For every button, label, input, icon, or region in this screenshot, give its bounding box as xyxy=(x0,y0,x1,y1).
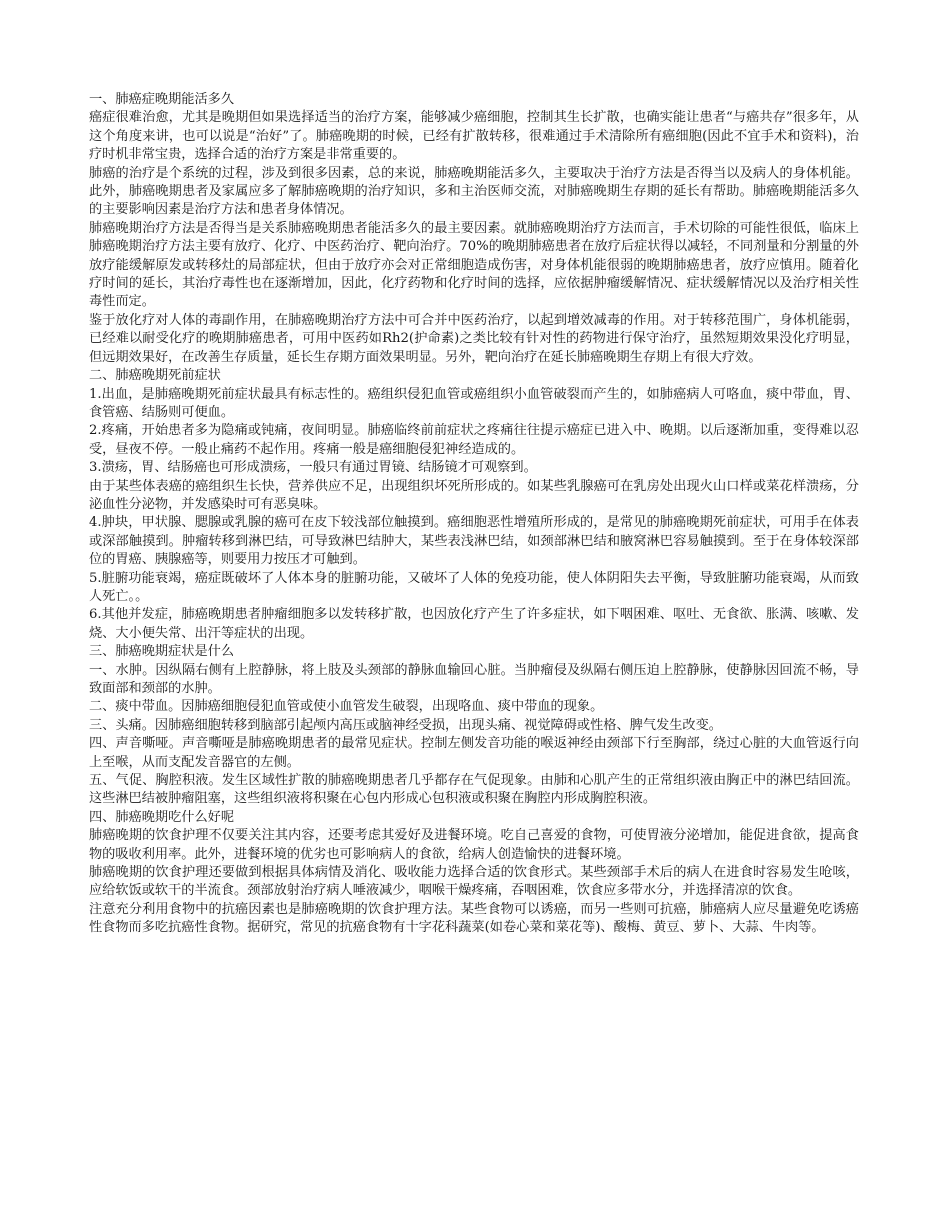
section-heading: 四、肺癌晚期吃什么好呢 xyxy=(89,809,235,825)
section-heading: 一、肺癌症晚期能活多久 xyxy=(89,92,235,107)
section-end-stage-symptoms xyxy=(89,367,859,643)
section-heading: 三、肺癌晚期症状是什么 xyxy=(89,644,235,660)
paragraph: 4.肿块，甲状腺、腮腺或乳腺的癌可在皮下较浅部位触摸到。癌细胞恶性增殖所形成的，是常见的肺癌晚期死前症状，可用手在体表或深部触摸到。肿瘤转移到淋巴结，可导致淋巴结肿大，某些表浅淋巴结，如颈部淋巴结和腋窝淋巴容易触摸到。至于在身体较深部位的胃癌、胰腺癌等，则要用力按压才可触到。 xyxy=(89,515,859,568)
paragraph: 肺癌的治疗是个系统的过程，涉及到很多因素，总的来说，肺癌晚期能活多久，主要取决于治疗方法是否得当以及病人的身体机能。此外，肺癌晚期患者及家属应多了解肺癌晚期的治疗知识，多和主治医师交流，对肺癌晚期生存期的延长有帮助。肺癌晚期能活多久的主要影响因素是治疗方法和患者身体情况。 xyxy=(89,165,859,218)
section-diet xyxy=(89,809,859,938)
paragraph: 肺癌晚期治疗方法是否得当是关系肺癌晚期患者能活多久的最主要因素。就肺癌晚期治疗方法而言，手术切除的可能性很低，临床上肺癌晚期治疗方法主要有放疗、化疗、中医药治疗、靶向治疗。70%的晚期肺癌患者在放疗后症状得以减轻，不同剂量和分割量的外放疗能缓解原发或转移灶的局部症状，但由于放疗亦会对正常细胞造成伤害，对身体机能很弱的晚期肺癌患者，放疗应慎用。随着化疗时间的延长，其治疗毒性也在逐渐增加，因此，化疗药物和化疗时间的选择，应依据肿瘤缓解情况、症状缓解情况以及治疗相关性毒性而定。 xyxy=(89,220,859,310)
paragraph: 一、水肿。因纵隔右侧有上腔静脉，将上肢及头颈部的静脉血输回心脏。当肿瘤侵及纵隔右侧压迫上腔静脉，使静脉因回流不畅，导致面部和颈部的水肿。 xyxy=(89,662,859,696)
paragraph: 5.脏腑功能衰竭，癌症既破坏了人体本身的脏腑功能，又破坏了人体的免疫功能，使人体阴阳失去平衡，导致脏腑功能衰竭，从而致人死亡。。 xyxy=(89,570,859,604)
paragraph: 1.出血，是肺癌晚期死前症状最具有标志性的。癌组织侵犯血管或癌组织小血管破裂而产生的，如肺癌病人可咯血，痰中带血，胃、食管癌、结肠则可便血。 xyxy=(89,386,859,420)
paragraph: 肺癌晚期的饮食护理还要做到根据具体病情及消化、吸收能力选择合适的饮食形式。某些颈部手术后的病人在进食时容易发生呛咳，应给软饭或软干的半流食。颈部放射治疗病人唾液减少，咽喉干燥疼痛，吞咽困难，饮食应多带水分，并选择清凉的饮食。 xyxy=(89,865,859,899)
paragraph: 6.其他并发症，肺癌晚期患者肿瘤细胞多以发转移扩散，也因放化疗产生了许多症状，如下咽困难、呕吐、无食欲、胀满、咳嗽、发烧、大小便失常、出汗等症状的出现。 xyxy=(89,607,859,641)
paragraph: 3.溃疡，胃、结肠癌也可形成溃疡，一般只有通过胃镜、结肠镜才可观察到。 xyxy=(89,460,537,476)
section-survival xyxy=(89,91,859,367)
section-heading: 二、肺癌晚期死前症状 xyxy=(89,368,221,384)
paragraph: 由于某些体表癌的癌组织生长快，营养供应不足，出现组织坏死所形成的。如某些乳腺癌可在乳房处出现火山口样或菜花样溃疡，分泌血性分泌物，并发感染时可有恶臭味。 xyxy=(89,478,859,512)
paragraph: 二、痰中带血。因肺癌细胞侵犯血管或使小血管发生破裂，出现咯血、痰中带血的现象。 xyxy=(89,699,604,715)
paragraph: 四、声音嘶哑。声音嘶哑是肺癌晚期患者的最常见症状。控制左侧发音功能的喉返神经由颈部下行至胸部，绕过心脏的大血管返行向上至喉，从而支配发音器官的左侧。 xyxy=(89,736,859,770)
paragraph: 五、气促、胸腔积液。发生区域性扩散的肺癌晚期患者几乎都存在气促现象。由肺和心肌产生的正常组织液由胸正中的淋巴结回流。这些淋巴结被肿瘤阻塞，这些组织液将积聚在心包内形成心包积液或积聚在胸腔内形成胸腔积液。 xyxy=(89,773,859,807)
paragraph: 癌症很难治愈，尤其是晚期但如果选择适当的治疗方案，能够减少癌细胞，控制其生长扩散，也确实能让患者“与癌共存”很多年，从这个角度来讲，也可以说是“治好”了。肺癌晚期的时候，已经有扩散转移，很难通过手术清除所有癌细胞(因此不宜手术和资料)，治疗时机非常宝贵，选择合适的治疗方案是非常重要的。 xyxy=(89,110,859,163)
paragraph: 三、头痛。因肺癌细胞转移到脑部引起颅内高压或脑神经受损，出现头痛、视觉障碍或性格、脾气发生改变。 xyxy=(89,717,722,733)
paragraph: 鉴于放化疗对人体的毒副作用，在肺癌晚期治疗方法中可合并中医药治疗，以起到增效减毒的作用。对于转移范围广，身体机能弱，已经难以耐受化疗的晚期肺癌患者，可用中医药如Rh2(护命素)之类比较有针对性的药物进行保守治疗，虽然短期效果没化疗明显，但远期效果好，在改善生存质量，延长生存期方面效果明显。另外，靶向治疗在延长肺癌晚期生存期上有很大疗效。 xyxy=(89,312,859,365)
paragraph: 注意充分利用食物中的抗癌因素也是肺癌晚期的饮食护理方法。某些食物可以诱癌，而另一些则可抗癌，肺癌病人应尽量避免吃诱癌性食物而多吃抗癌性食物。据研究，常见的抗癌食物有十字花科蔬菜(如卷心菜和菜花等)、酸梅、黄豆、萝卜、大蒜、牛肉等。 xyxy=(89,901,859,936)
paragraph: 肺癌晚期的饮食护理不仅要关注其内容，还要考虑其爱好及进餐环境。吃自己喜爱的食物，可使胃液分泌增加，能促进食欲，提高食物的吸收利用率。此外，进餐环境的优劣也可影响病人的食欲，给病人创造愉快的进餐环境。 xyxy=(89,828,859,862)
section-symptoms xyxy=(89,643,859,809)
document-body xyxy=(89,91,859,938)
paragraph: 2.疼痛，开始患者多为隐痛或钝痛，夜间明显。肺癌临终前前症状之疼痛往往提示癌症已进入中、晚期。以后逐渐加重，变得难以忍受，昼夜不停。一般止痛药不起作用。疼痛一般是癌细胞侵犯神经造成的。 xyxy=(89,423,859,457)
